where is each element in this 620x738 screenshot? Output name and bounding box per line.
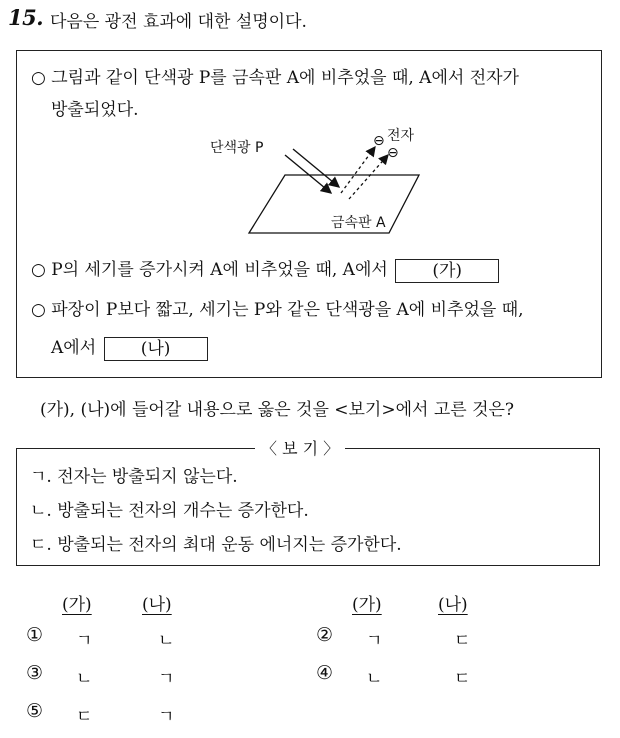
- bogi-title: 〈 보 기 〉: [255, 436, 345, 459]
- item1-line2: 방출되었다.: [51, 100, 139, 120]
- electron-path: [349, 155, 388, 199]
- choice-number: ③: [26, 662, 44, 684]
- bogi-item: ㄷ. 방출되는 전자의 최대 운동 에너지는 증가한다.: [30, 535, 402, 555]
- choice-number: ①: [26, 624, 44, 646]
- electron-icon: ⊖: [373, 133, 385, 149]
- choice-na: ㄱ: [158, 707, 175, 727]
- bogi-item: ㄴ. 방출되는 전자의 개수는 증가한다.: [30, 501, 309, 521]
- item1-line1: ○ 그림과 같이 단색광 P를 금속판 A에 비추었을 때, A에서 전자가: [31, 68, 519, 88]
- item3-line2: [51, 333, 208, 361]
- description-box: [16, 50, 602, 378]
- choice-number: ②: [316, 624, 334, 646]
- header-ga: (가): [62, 595, 92, 615]
- item2: [31, 255, 499, 283]
- choice-na: ㄱ: [158, 669, 175, 689]
- prompt-text: (가), (나)에 들어갈 내용으로 옳은 것을 <보기>에서 고른 것은?: [40, 400, 515, 420]
- blank-na: (나): [104, 337, 208, 361]
- choice-number: ⑤: [26, 700, 44, 722]
- choice-ga: ㄷ: [76, 707, 93, 727]
- question-text: 다음은 광전 효과에 대한 설명이다.: [50, 12, 307, 32]
- electron-icon: ⊖: [387, 145, 399, 161]
- blank-ga: (가): [395, 259, 499, 283]
- item2-text: ○ P의 세기를 증가시켜 A에 비추었을 때, A에서: [31, 260, 388, 280]
- electron-path: [341, 147, 375, 193]
- choice-na: ㄷ: [454, 669, 471, 689]
- electron-label: 전자: [387, 128, 415, 144]
- header-na: (나): [438, 595, 468, 615]
- light-label: 단색광 P: [210, 140, 264, 156]
- choice-ga: ㄴ: [76, 669, 93, 689]
- plate-label: 금속판 A: [331, 215, 386, 231]
- bogi-item: ㄱ. 전자는 방출되지 않는다.: [30, 467, 238, 487]
- question-number: 15.: [8, 5, 44, 30]
- choice-number: ④: [316, 662, 334, 684]
- header-na: (나): [142, 595, 172, 615]
- item3-line1: ○ 파장이 P보다 짧고, 세기는 P와 같은 단색광을 A에 비추었을 때,: [31, 300, 524, 320]
- photoelectric-diagram: [207, 127, 457, 245]
- header-ga: (가): [352, 595, 382, 615]
- choice-ga: ㄱ: [76, 631, 93, 651]
- choice-na: ㄴ: [158, 631, 175, 651]
- choice-ga: ㄴ: [366, 669, 383, 689]
- choice-ga: ㄱ: [366, 631, 383, 651]
- item3-text: A에서: [51, 338, 97, 358]
- choice-na: ㄷ: [454, 631, 471, 651]
